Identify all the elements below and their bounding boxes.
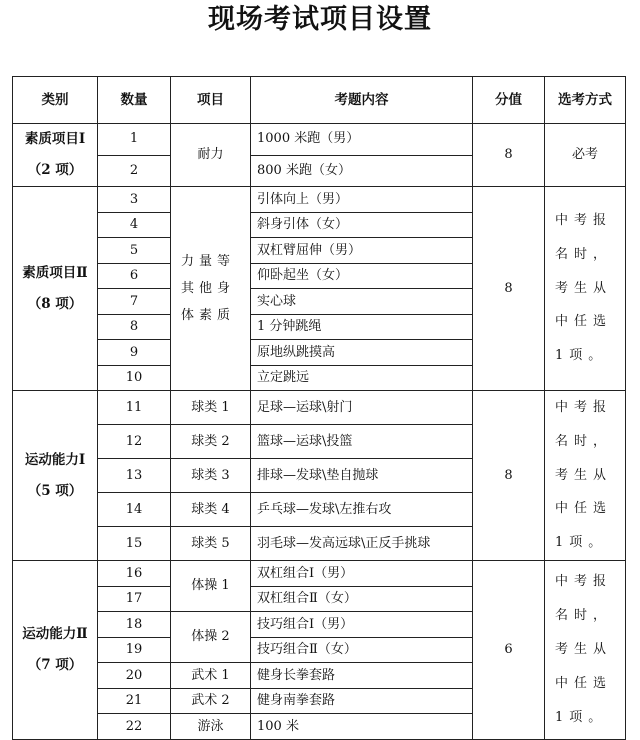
exam-items-table <box>12 76 626 740</box>
exam-content: 健身长拳套路 <box>251 663 473 689</box>
exam-content: 仰卧起坐（女） <box>251 263 473 289</box>
exam-content: 双杠臂屈伸（男） <box>251 238 473 264</box>
item-number: 13 <box>98 459 171 493</box>
exam-content: 斜身引体（女） <box>251 212 473 238</box>
header-count: 数量 <box>98 77 171 124</box>
category-cell <box>13 561 98 740</box>
header-method: 选考方式 <box>545 77 626 124</box>
exam-content: 足球—运球\射门 <box>251 391 473 425</box>
header-score: 分值 <box>473 77 545 124</box>
selection-method-cell: 必考 <box>545 124 626 187</box>
category-count: （2 项） <box>27 162 83 179</box>
item-number: 17 <box>98 586 171 612</box>
exam-content: 实心球 <box>251 289 473 315</box>
table-row <box>13 124 626 156</box>
table-header-row <box>13 77 626 124</box>
item-number: 15 <box>98 527 171 561</box>
category-count: （8 项） <box>27 295 83 312</box>
item-number: 10 <box>98 365 171 391</box>
category-cell <box>13 187 98 391</box>
item-number: 19 <box>98 637 171 663</box>
item-number: 14 <box>98 493 171 527</box>
header-content: 考题内容 <box>251 77 473 124</box>
exam-content: 羽毛球—发高远球\正反手挑球 <box>251 527 473 561</box>
item-number: 3 <box>98 187 171 213</box>
exam-content: 排球—发球\垫自抛球 <box>251 459 473 493</box>
category-name: 运动能力Ⅰ <box>24 451 86 468</box>
category-cell <box>13 124 98 187</box>
exam-content: 引体向上（男） <box>251 187 473 213</box>
project-cell: 球类 2 <box>171 425 251 459</box>
table-row <box>13 391 626 425</box>
table-row <box>13 187 626 213</box>
item-number: 22 <box>98 714 171 740</box>
exam-content: 技巧组合Ⅱ（女） <box>251 637 473 663</box>
exam-content: 1000 米跑（男） <box>251 124 473 156</box>
item-number: 8 <box>98 314 171 340</box>
table-row <box>13 561 626 587</box>
exam-content: 技巧组合Ⅰ（男） <box>251 612 473 638</box>
exam-content: 篮球—运球\投篮 <box>251 425 473 459</box>
category-count: （7 项） <box>27 656 83 673</box>
item-number: 18 <box>98 612 171 638</box>
exam-content: 双杠组合Ⅰ（男） <box>251 561 473 587</box>
project-cell: 体操 2 <box>171 612 251 663</box>
project-cell: 球类 5 <box>171 527 251 561</box>
project-cell: 武术 1 <box>171 663 251 689</box>
header-project: 项目 <box>171 77 251 124</box>
category-count: （5 项） <box>27 482 83 499</box>
exam-content: 1 分钟跳绳 <box>251 314 473 340</box>
item-number: 5 <box>98 238 171 264</box>
exam-content: 100 米 <box>251 714 473 740</box>
category-name: 运动能力Ⅱ <box>22 625 88 642</box>
category-name: 素质项目Ⅱ <box>22 264 88 281</box>
exam-content: 立定跳远 <box>251 365 473 391</box>
project-cell: 体操 1 <box>171 561 251 612</box>
selection-method-cell: 中考报名时，考生从中任选1项。 <box>545 187 626 391</box>
item-number: 9 <box>98 340 171 366</box>
project-cell: 球类 3 <box>171 459 251 493</box>
item-number: 2 <box>98 155 171 187</box>
selection-method-cell: 中考报名时，考生从中任选1项。 <box>545 391 626 561</box>
project-cell: 武术 2 <box>171 688 251 714</box>
project-cell: 耐力 <box>171 124 251 187</box>
item-number: 6 <box>98 263 171 289</box>
item-number: 11 <box>98 391 171 425</box>
item-number: 4 <box>98 212 171 238</box>
category-cell <box>13 391 98 561</box>
project-cell: 球类 1 <box>171 391 251 425</box>
exam-content: 双杠组合Ⅱ（女） <box>251 586 473 612</box>
exam-content: 800 米跑（女） <box>251 155 473 187</box>
selection-method-cell: 中考报名时，考生从中任选1项。 <box>545 561 626 740</box>
item-number: 20 <box>98 663 171 689</box>
project-cell: 球类 4 <box>171 493 251 527</box>
score-cell: 6 <box>473 561 545 740</box>
exam-content: 乒乓球—发球\左推右攻 <box>251 493 473 527</box>
exam-content: 健身南拳套路 <box>251 688 473 714</box>
item-number: 7 <box>98 289 171 315</box>
item-number: 21 <box>98 688 171 714</box>
header-category: 类别 <box>13 77 98 124</box>
score-cell: 8 <box>473 391 545 561</box>
project-cell: 力量等其他身体素质 <box>171 187 251 391</box>
item-number: 12 <box>98 425 171 459</box>
project-cell: 游泳 <box>171 714 251 740</box>
table-body <box>13 124 626 740</box>
item-number: 16 <box>98 561 171 587</box>
exam-content: 原地纵跳摸高 <box>251 340 473 366</box>
score-cell: 8 <box>473 124 545 187</box>
category-name: 素质项目Ⅰ <box>24 131 86 147</box>
item-number: 1 <box>98 124 171 156</box>
page-title: 现场考试项目设置 <box>208 4 432 35</box>
score-cell: 8 <box>473 187 545 391</box>
